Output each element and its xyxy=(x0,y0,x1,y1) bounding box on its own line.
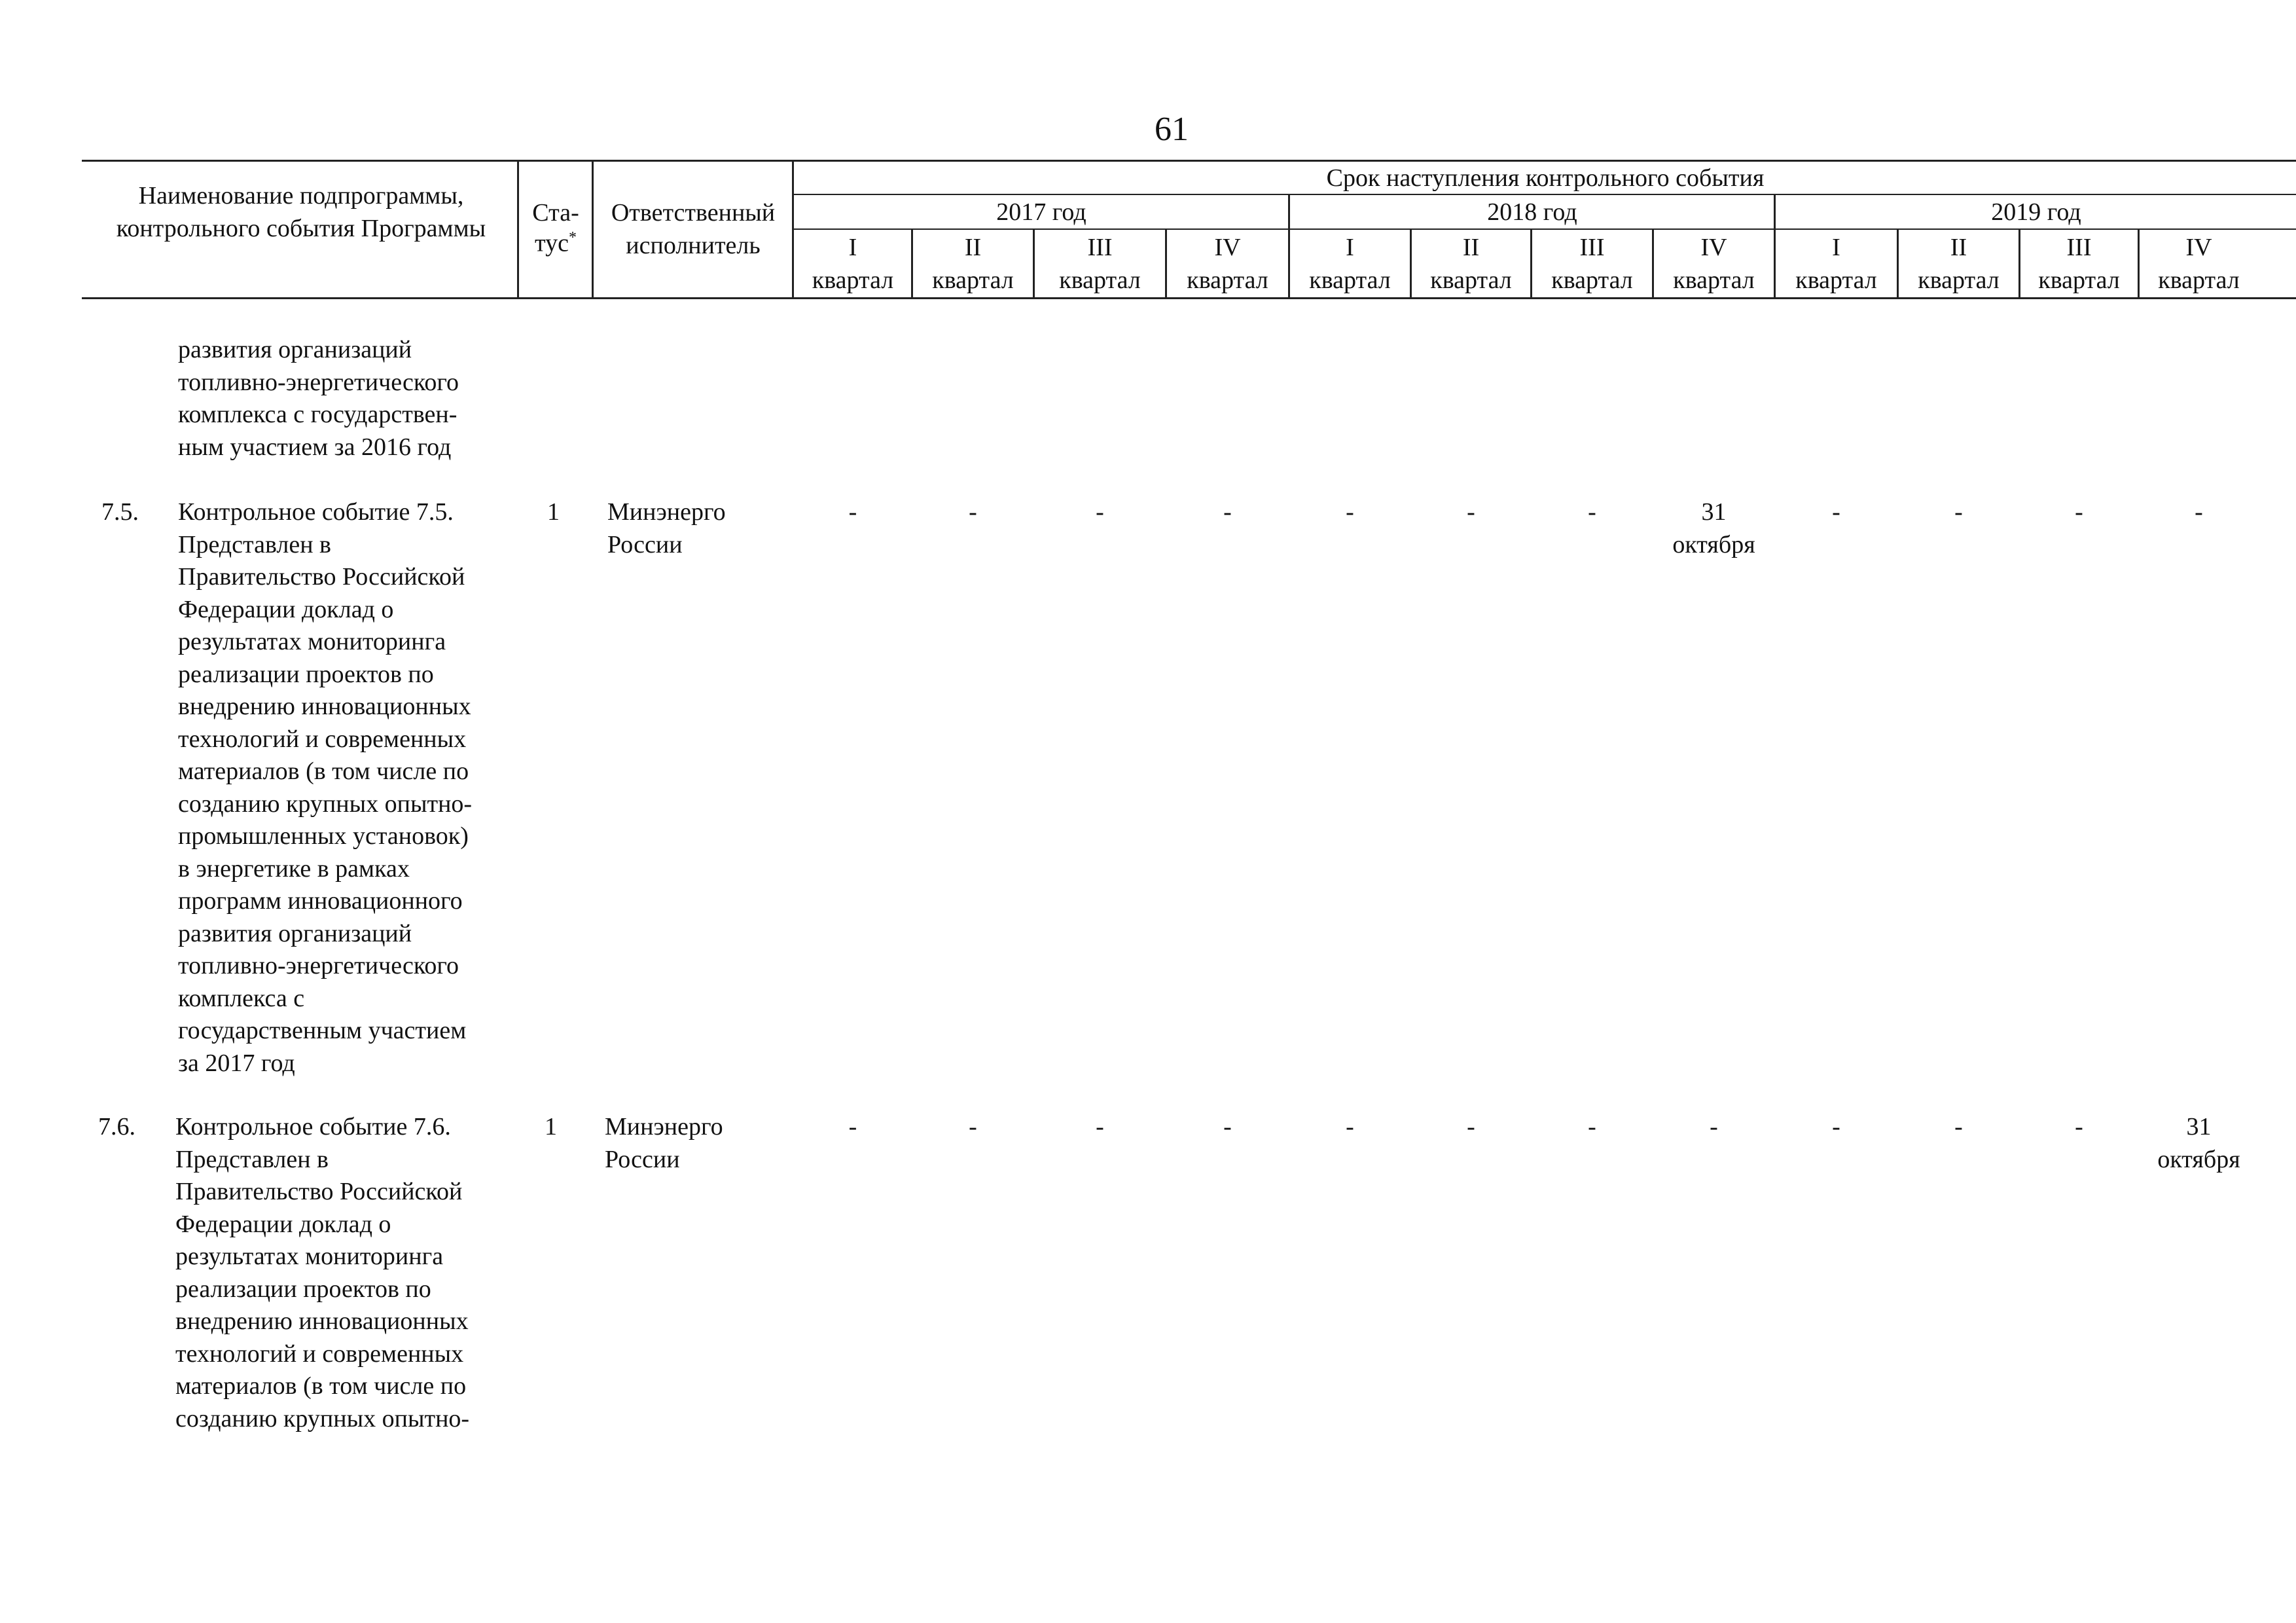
header-status-line2: тус* xyxy=(535,229,577,257)
header-executor-line1: Ответственный xyxy=(611,199,776,227)
quarter-cell: - xyxy=(1346,498,1354,526)
quarter-cell: - xyxy=(1096,1113,1104,1140)
quarter-header: II квартал xyxy=(1918,234,2000,294)
row-title: Контрольное событие 7.5. Представлен в Правительство Российской Федерации доклад о результатах мониторинга реализации проектов по внедрению инновационных технологий и современных материалов (в том числе по созданию крупных опытно- промышленных установок) в энергетике в рамках программ инновационного развития организаций топливно-энергетического комплекса с государственным участием за 2017 год xyxy=(178,498,473,1077)
quarter-header: I квартал xyxy=(812,234,894,294)
status-footnote-mark: * xyxy=(568,229,577,246)
row-number: 7.6. xyxy=(98,1113,135,1140)
quarter-cell: 31 октября xyxy=(2157,1113,2240,1173)
quarter-cell: - xyxy=(1467,1113,1475,1140)
quarter-header: IV квартал xyxy=(1187,234,1268,294)
table-top-rule xyxy=(82,160,2296,162)
quarter-cell: - xyxy=(1710,1113,1718,1140)
quarter-cell: 31 октября xyxy=(1672,498,1755,558)
quarter-cell: - xyxy=(1223,1113,1232,1140)
quarter-header: II квартал xyxy=(1430,234,1512,294)
quarter-cell: - xyxy=(1223,498,1232,526)
quarter-cell: - xyxy=(1588,498,1596,526)
header-year-2018: 2018 год xyxy=(1487,198,1577,226)
quarter-header: III квартал xyxy=(2038,234,2120,294)
quarter-cell: - xyxy=(969,498,977,526)
col-divider-status xyxy=(592,160,594,299)
header-bottom-rule xyxy=(82,297,2296,299)
header-deadline-group: Срок наступления контрольного события xyxy=(1326,164,1765,192)
page-number: 61 xyxy=(1155,111,1189,148)
quarter-cell: - xyxy=(1954,498,1963,526)
quarter-cell: - xyxy=(1467,498,1475,526)
quarter-cell: - xyxy=(1346,1113,1354,1140)
quarter-header: I квартал xyxy=(1309,234,1391,294)
quarter-header: IV квартал xyxy=(1673,234,1755,294)
quarter-cell: - xyxy=(2075,498,2083,526)
quarter-cell: - xyxy=(969,1113,977,1140)
quarter-cell: - xyxy=(1096,498,1104,526)
header-executor-line2: исполнитель xyxy=(626,232,761,259)
quarter-cell: - xyxy=(2195,498,2203,526)
row-title: Контрольное событие 7.6. Представлен в Правительство Российской Федерации доклад о результатах мониторинга реализации проектов по внедрению инновационных технологий и современных материалов (в том числе по созданию крупных опытно- xyxy=(175,1113,470,1432)
quarter-cell: - xyxy=(848,498,857,526)
header-name-column: Наименование подпрограммы, контрольного события Программы xyxy=(116,182,486,242)
header-year-2017: 2017 год xyxy=(996,198,1086,226)
row-executor: Минэнерго России xyxy=(607,498,726,558)
quarter-cell: - xyxy=(1588,1113,1596,1140)
quarter-header: III квартал xyxy=(1551,234,1633,294)
quarter-header: I квартал xyxy=(1795,234,1877,294)
quarter-cell: - xyxy=(848,1113,857,1140)
header-status-column xyxy=(520,196,592,260)
col-divider-executor xyxy=(792,160,794,299)
row-status: 1 xyxy=(547,498,560,526)
continuation-text: развития организаций топливно-энергетического комплекса с государствен- ным участием за 2016 год xyxy=(178,336,459,461)
quarter-cell: - xyxy=(2075,1113,2083,1140)
quarter-cell: - xyxy=(1832,1113,1840,1140)
quarter-header: III квартал xyxy=(1059,234,1141,294)
quarter-cell: - xyxy=(1954,1113,1963,1140)
row-number: 7.5. xyxy=(101,498,139,526)
row-executor: Минэнерго России xyxy=(605,1113,723,1173)
header-status-line1: Ста- xyxy=(532,199,579,227)
header-executor-column xyxy=(594,196,792,262)
quarter-header: II квартал xyxy=(932,234,1014,294)
header-year-2019: 2019 год xyxy=(1991,198,2081,226)
quarter-cell: - xyxy=(1832,498,1840,526)
row-status: 1 xyxy=(545,1113,557,1140)
quarter-header: IV квартал xyxy=(2158,234,2240,294)
year-rule xyxy=(792,228,2296,230)
col-divider-name xyxy=(517,160,519,299)
deadline-group-rule xyxy=(792,194,2296,195)
